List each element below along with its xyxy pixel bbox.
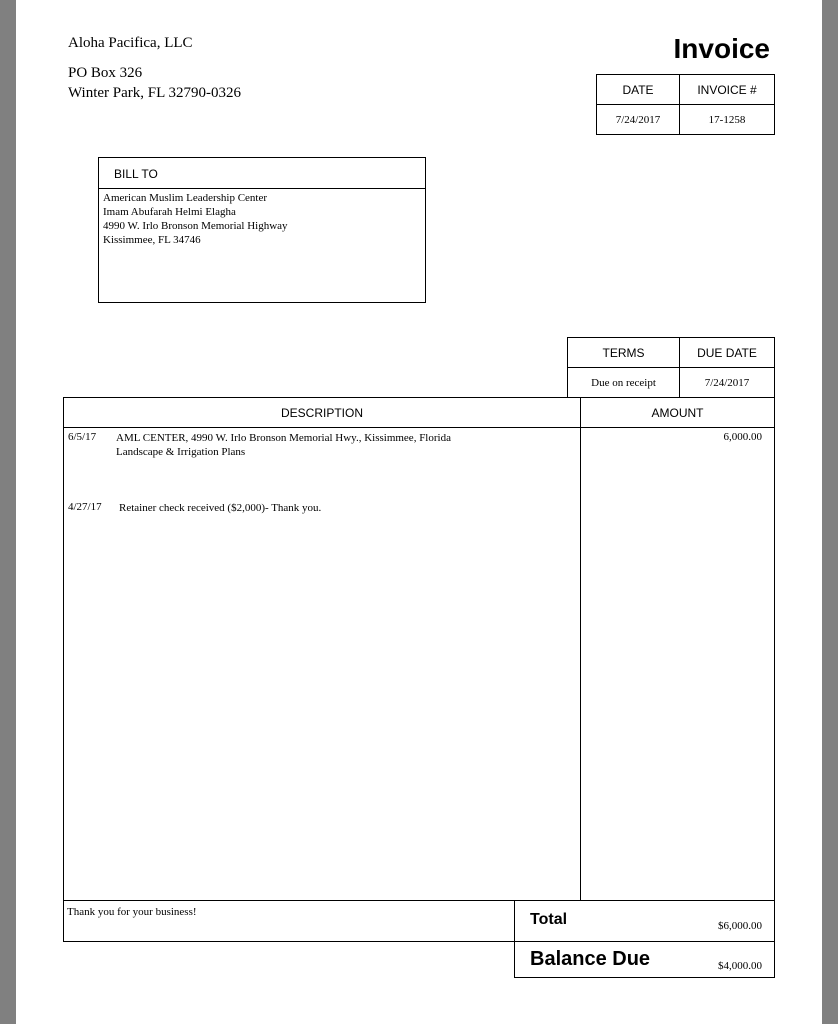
balance-due-value: $4,000.00 bbox=[718, 960, 762, 972]
bill-to-line: Kissimmee, FL 34746 bbox=[103, 234, 201, 246]
terms-value: Due on receipt bbox=[591, 376, 656, 389]
due-date-value: 7/24/2017 bbox=[704, 376, 750, 389]
bill-to-label: BILL TO bbox=[114, 167, 158, 181]
invoice-info-box bbox=[596, 74, 775, 135]
balance-due-label: Balance Due bbox=[530, 948, 651, 970]
date-label: DATE bbox=[622, 82, 654, 97]
invoice-title: Invoice bbox=[673, 33, 770, 64]
item-date: 4/27/17 bbox=[68, 501, 102, 513]
bill-to-address bbox=[103, 191, 288, 247]
amount-header: AMOUNT bbox=[651, 405, 704, 420]
bill-to-box bbox=[98, 157, 426, 303]
invoice-number-label: INVOICE # bbox=[697, 82, 757, 97]
item-date: 6/5/17 bbox=[68, 431, 97, 443]
bill-to-line: American Muslim Leadership Center bbox=[103, 192, 268, 204]
item-description-line: Retainer check received ($2,000)- Thank you. bbox=[119, 502, 322, 514]
terms-label: TERMS bbox=[602, 345, 645, 360]
item-description-line: AML CENTER, 4990 W. Irlo Bronson Memorial Hwy., Kissimmee, Florida bbox=[116, 432, 451, 444]
company-address-line2: Winter Park, FL 32790-0326 bbox=[68, 85, 241, 101]
date-value: 7/24/2017 bbox=[615, 113, 661, 126]
item-description bbox=[119, 501, 321, 515]
invoice-number-value: 17-1258 bbox=[708, 113, 746, 126]
thanks-message: Thank you for your business! bbox=[67, 906, 197, 918]
item-amount: 6,000.00 bbox=[723, 431, 762, 443]
items-table bbox=[63, 397, 775, 901]
bill-to-line: 4990 W. Irlo Bronson Memorial Highway bbox=[103, 220, 288, 232]
total-label: Total bbox=[530, 911, 568, 928]
description-header: DESCRIPTION bbox=[280, 405, 363, 420]
terms-box bbox=[567, 337, 775, 398]
invoice-page bbox=[16, 0, 822, 1024]
bill-to-line: Imam Abufarah Helmi Elagha bbox=[103, 206, 236, 218]
total-value: $6,000.00 bbox=[718, 920, 762, 932]
due-date-label: DUE DATE bbox=[697, 345, 757, 360]
item-description-line: Landscape & Irrigation Plans bbox=[116, 446, 246, 458]
totals-box bbox=[514, 900, 775, 978]
company-name: Aloha Pacifica, LLC bbox=[68, 35, 193, 51]
item-description bbox=[116, 431, 451, 459]
thanks-box bbox=[63, 900, 515, 942]
company-address-line1: PO Box 326 bbox=[68, 65, 143, 81]
